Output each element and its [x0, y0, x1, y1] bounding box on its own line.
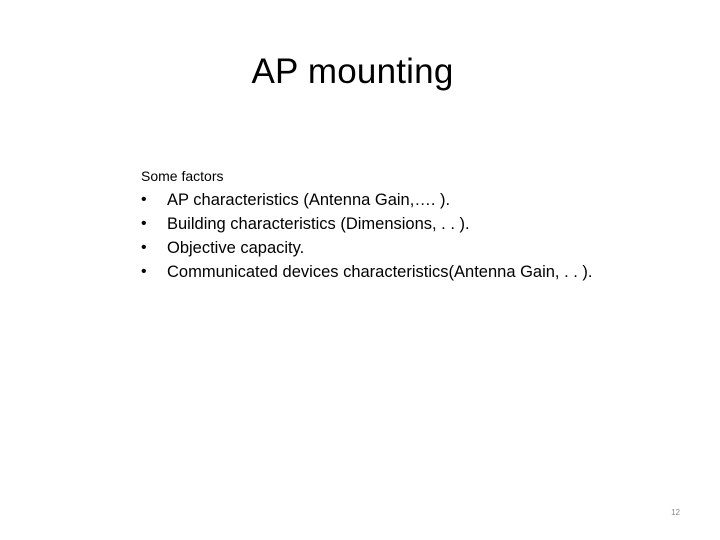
bullet-text: Objective capacity. — [167, 239, 305, 257]
bullet-item — [141, 236, 593, 260]
bullet-icon: • — [141, 215, 147, 232]
slide-title: AP mounting — [251, 52, 454, 91]
bullet-text: Building characteristics (Dimensions, . . ). — [167, 215, 470, 233]
bullet-item — [141, 260, 593, 284]
bullet-icon: • — [141, 239, 147, 256]
bullet-item — [141, 212, 593, 236]
page-number: 12 — [671, 508, 680, 517]
bullet-list — [141, 188, 593, 284]
bullet-text: Communicated devices characteristics(Antenna Gain, . . ). — [167, 263, 593, 281]
bullet-text: AP characteristics (Antenna Gain,…. ). — [167, 191, 451, 209]
bullet-icon: • — [141, 263, 147, 280]
intro-text: Some factors — [141, 168, 224, 184]
bullet-icon: • — [141, 191, 147, 208]
bullet-item — [141, 188, 593, 212]
